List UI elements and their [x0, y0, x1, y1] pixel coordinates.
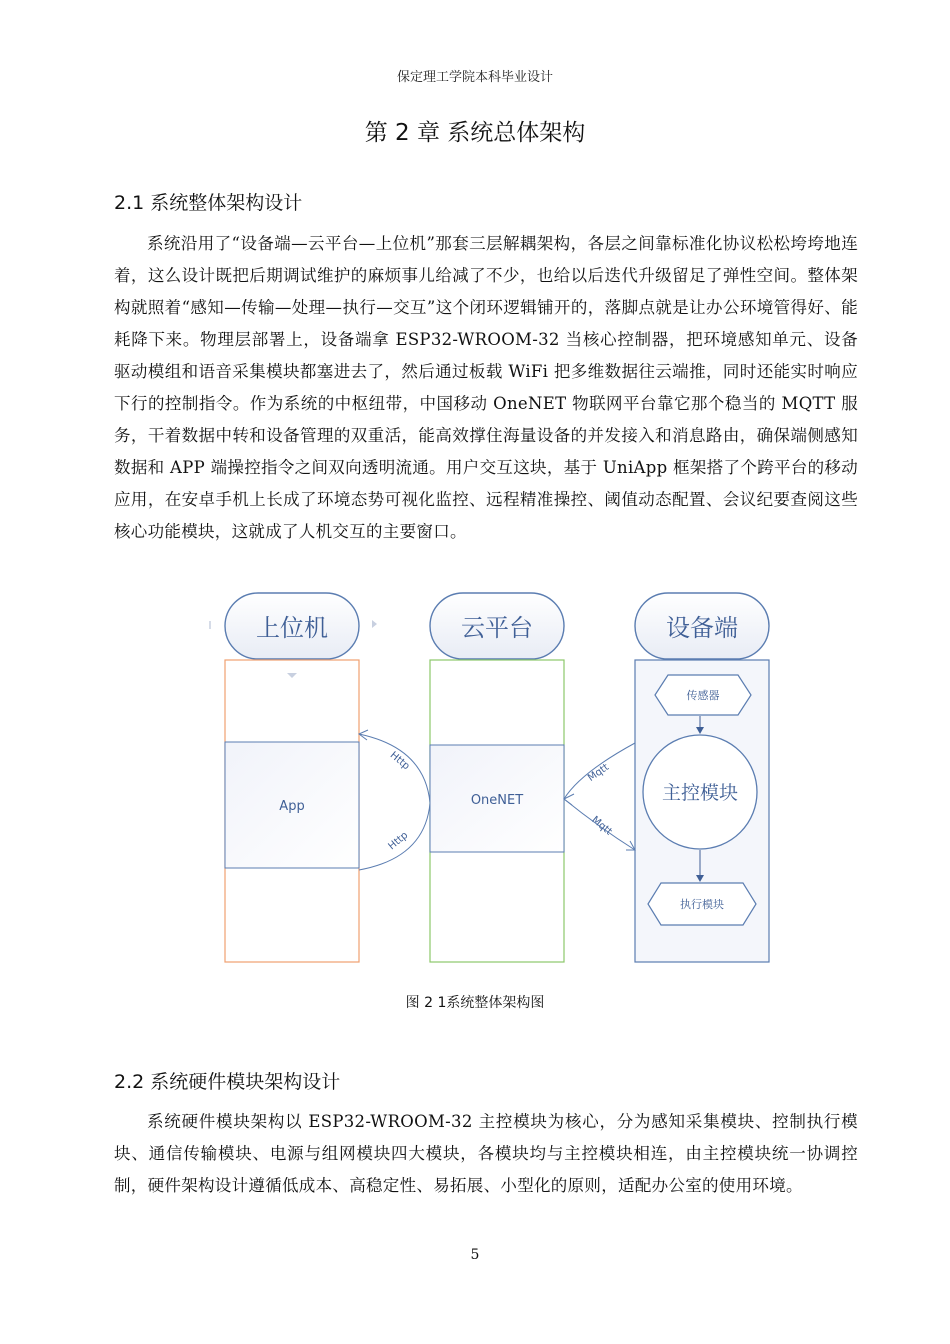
mqtt-bottom-label: Mqtt	[589, 814, 614, 838]
col3-header-label: 设备端	[666, 614, 738, 642]
sensor-label: 传感器	[686, 689, 720, 702]
main-module-label: 主控模块	[661, 782, 739, 804]
actuator-label: 执行模块	[680, 898, 724, 911]
decor-down-arrow-icon	[287, 673, 297, 678]
chapter-title: 第 2 章 系统总体架构	[364, 120, 586, 146]
mqtt-left-arrowhead-icon	[564, 794, 574, 805]
mqtt-top-label: Mqtt	[586, 761, 612, 785]
decor-right-arrow-icon	[372, 620, 377, 628]
section-2-2-paragraph: 系统硬件模块架构以 ESP32-WROOM-32 主控模块为核心，分为感知采集模块、控制执行模块、通信传输模块、电源与组网模块四大模块，各模块均与主控模块相连，由主控模块统一协调控制，硬件架构设计遵循低成本、高稳定性、易拓展、小型化的原则，适配办公室的使用环境。	[114, 1112, 858, 1195]
figure-caption: 图 2 1系统整体架构图	[405, 995, 545, 1011]
section-2-1-title: 2.1 系统整体架构设计	[114, 192, 303, 214]
section-2-1-paragraph: 系统沿用了“设备端—云平台—上位机”那套三层解耦架构，各层之间靠标准化协议松松垮垮地连着，这么设计既把后期调试维护的麻烦事儿给减了不少，也给以后迭代升级留足了弹性空间。整体架构就照着“感知—传输—处理—执行—交互”这个闭环逻辑铺开的，落脚点就是让办公环境管得好、能耗降下来。物理层部署上，设备端拿 ESP32-WROOM-32 当核心控制器，把环境感知单元、设备驱动模组和语音采集模块都塞进去了，然后通过板载 WiFi 把多维数据往云端推，同时还能实时响应下行的控制指令。作为系统的中枢纽带，中国移动 OneNET 物联网平台靠它那个稳当的 MQTT 服务，干着数据中转和设备管理的双重活，能高效撑住海量设备的并发接入和消息路由，确保端侧感知数据和 APP 端操控指令之间双向透明流通。用户交互这块，基于 UniApp 框架搭了个跨平台的移动应用，在安卓手机上长成了环境态势可视化监控、远程精准操控、阈值动态配置、会议纪要查阅这些核心功能模块，这就成了人机交互的主要窗口。	[114, 234, 858, 541]
app-label: App	[279, 799, 305, 814]
page-number: 5	[470, 1247, 480, 1263]
http-bottom-label: Http	[386, 829, 411, 853]
http-top-label: Http	[387, 749, 412, 773]
col1-header-label: 上位机	[256, 614, 328, 642]
page-header: 保定理工学院本科毕业设计	[396, 70, 553, 85]
col2-header-label: 云平台	[461, 614, 533, 642]
section-2-2-title: 2.2 系统硬件模块架构设计	[114, 1071, 341, 1093]
http-down-arc	[359, 734, 430, 803]
onenet-label: OneNET	[470, 793, 524, 808]
architecture-diagram	[200, 588, 780, 970]
